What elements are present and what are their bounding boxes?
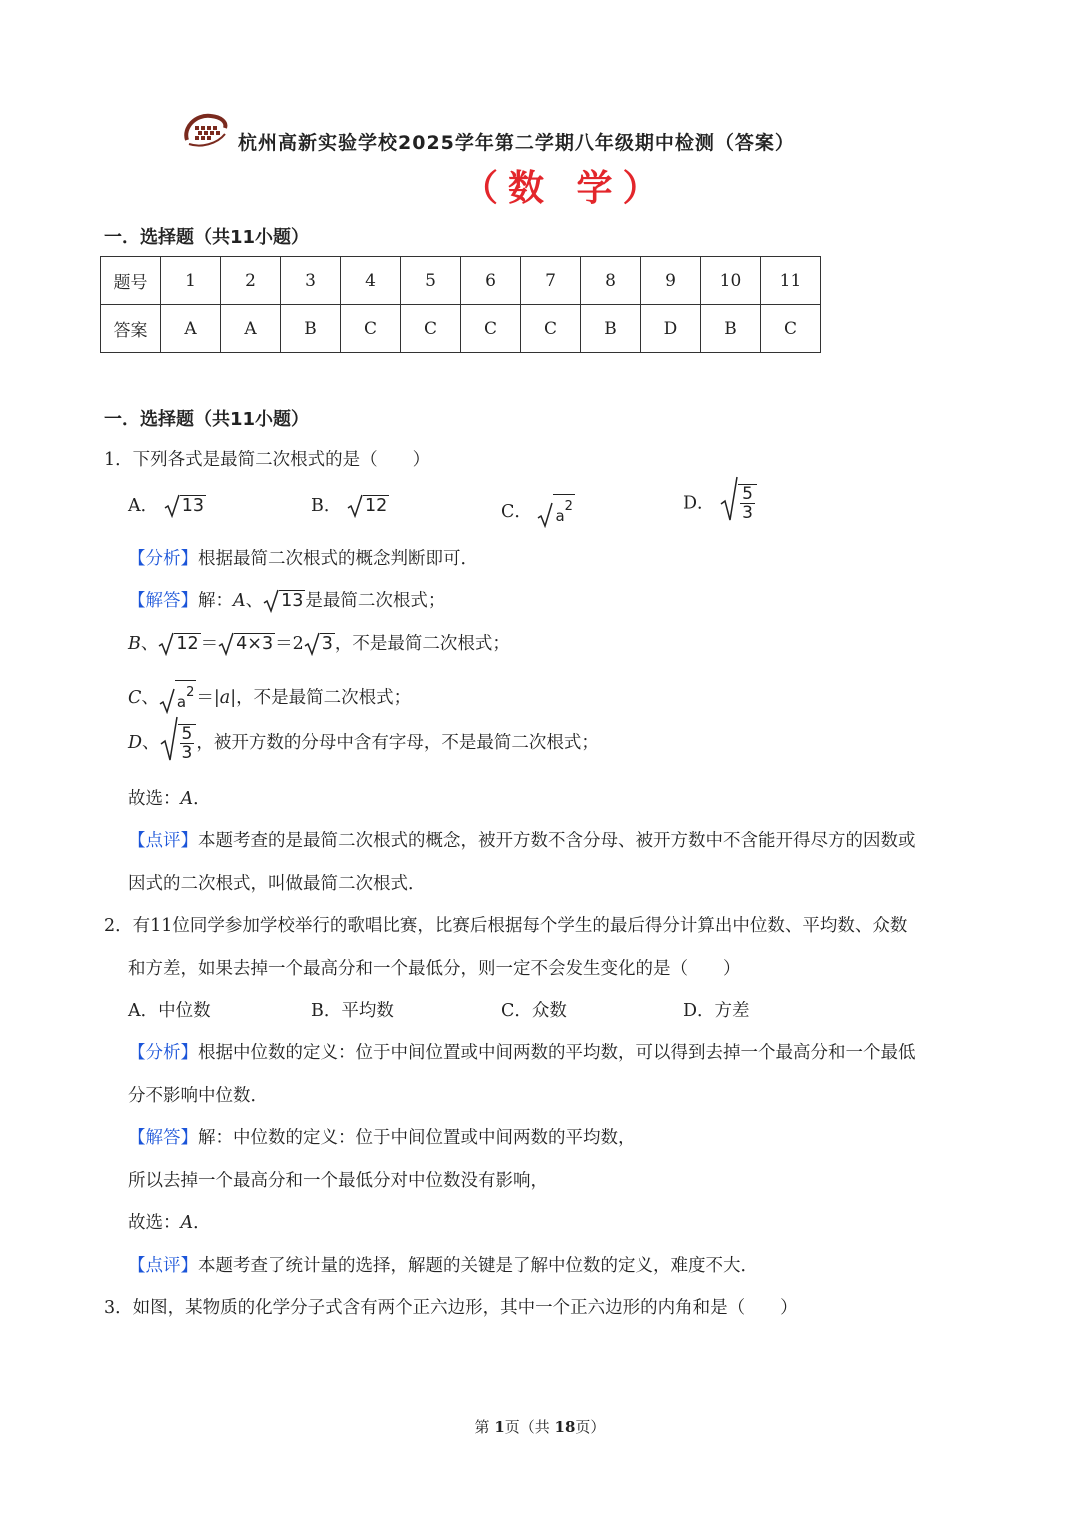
section-title-questions: 一．选择题（共11小题） — [104, 409, 310, 430]
option-label: A． — [128, 496, 159, 516]
sqrt-expression — [158, 632, 200, 656]
analysis-tag: 【分析】 — [128, 1043, 198, 1063]
choose-answer: A — [180, 1213, 194, 1233]
choose-label: 故选： — [128, 1213, 181, 1233]
q1-answer-b — [128, 632, 510, 656]
answer-tag: 【解答】 — [128, 591, 198, 611]
comment-text: 本题考查的是最简二次根式的概念，被开方数不含分母、被开方数中不含能开得尽方的因数或 — [198, 831, 916, 851]
table-cell: 10 — [701, 257, 761, 305]
radicand: a — [555, 506, 565, 525]
separator: 、 — [140, 634, 159, 654]
separator: 、 — [141, 687, 159, 708]
page-number: 1 — [494, 1418, 505, 1436]
question-2-stem: 2．有11位同学参加学校举行的歌唱比赛，比赛后根据每个学生的最后得分计算出中位数、平均数、众数 — [104, 916, 908, 936]
denominator: 3 — [181, 743, 193, 763]
table-cell: 4 — [341, 257, 401, 305]
q1-answer-d — [128, 724, 599, 762]
table-cell: C — [761, 305, 821, 353]
table-cell: 2 — [221, 257, 281, 305]
table-cell: 9 — [641, 257, 701, 305]
denominator: 3 — [742, 503, 753, 523]
school-logo — [181, 110, 229, 150]
sqrt-expression — [304, 632, 335, 656]
question-3-stem: 3．如图，某物质的化学分子式含有两个正六边形，其中一个正六边形的内角和是（ ） — [104, 1298, 798, 1318]
table-cell: 8 — [581, 257, 641, 305]
table-cell: 6 — [461, 257, 521, 305]
sqrt-expression — [720, 484, 757, 522]
table-cell: 答案 — [101, 305, 161, 353]
equals: ＝2 — [275, 634, 304, 654]
question-2-stem-cont: 和方差，如果去掉一个最高分和一个最低分，则一定不会发生变化的是（ ） — [128, 959, 741, 979]
q2-option-b: B．平均数 — [311, 1001, 394, 1021]
numerator: 5 — [742, 484, 753, 504]
table-cell: B — [701, 305, 761, 353]
period: ． — [193, 1213, 211, 1233]
q2-choose — [128, 1211, 211, 1235]
table-cell: 题号 — [101, 257, 161, 305]
radicand: 12 — [364, 496, 388, 516]
q1-option-c — [501, 494, 575, 528]
q1-comment-cont: 因式的二次根式，叫做最简二次根式． — [128, 874, 426, 894]
table-row-answers — [101, 305, 821, 353]
exponent: 2 — [564, 499, 573, 514]
option-label: D． — [683, 493, 715, 514]
sqrt-expression — [160, 724, 197, 762]
numerator: 5 — [181, 724, 193, 744]
footer-text: 页（共 — [504, 1418, 555, 1436]
footer-text: 第 — [474, 1418, 495, 1436]
q2-comment — [128, 1254, 758, 1278]
table-cell: A — [161, 305, 221, 353]
q2-answer-cont: 所以去掉一个最高分和一个最低分对中位数没有影响， — [128, 1171, 548, 1191]
table-cell: 7 — [521, 257, 581, 305]
q1-option-d — [683, 484, 757, 522]
math-var: a — [219, 687, 231, 708]
table-cell: C — [521, 305, 581, 353]
footer-text: 页） — [575, 1418, 606, 1436]
answer-text: 是最简二次根式； — [305, 591, 446, 611]
answer-text: ，不是最简二次根式； — [334, 634, 510, 654]
answer-text: |，不是最简二次根式； — [230, 687, 412, 708]
radicand: 3 — [321, 634, 333, 654]
sqrt-expression — [347, 494, 389, 518]
period: ． — [193, 789, 211, 809]
separator: 、 — [142, 733, 160, 753]
sqrt-expression — [263, 589, 305, 613]
radicand: 13 — [181, 496, 204, 516]
page-footer — [0, 1416, 1080, 1437]
math-var: D — [128, 733, 143, 753]
table-cell: C — [461, 305, 521, 353]
table-cell: D — [641, 305, 701, 353]
option-label: B． — [311, 496, 342, 516]
page-title: 杭州高新实验学校2025学年第二学期八年级期中检测（答案） — [238, 132, 795, 154]
answer-tag: 【解答】 — [128, 1128, 198, 1148]
question-1-stem: 1．下列各式是最简二次根式的是（ ） — [104, 450, 431, 470]
radicand: 4×3 — [236, 634, 274, 654]
table-cell: 1 — [161, 257, 221, 305]
q1-answer-c — [128, 680, 411, 714]
subject-title: （数 学） — [462, 168, 669, 209]
sqrt-expression — [159, 680, 196, 714]
sqrt-expression — [164, 494, 206, 518]
comment-text: 本题考查了统计量的选择，解题的关键是了解中位数的定义，难度不大． — [198, 1256, 758, 1276]
separator: 、 — [245, 591, 264, 611]
sqrt-expression — [218, 632, 275, 656]
answer-table — [100, 256, 821, 353]
math-var: A — [233, 591, 246, 611]
q2-analysis-cont: 分不影响中位数． — [128, 1086, 268, 1106]
q1-option-a — [128, 494, 206, 518]
section-title-answers: 一．选择题（共11小题） — [104, 227, 310, 248]
answer-text: 解：中位数的定义：位于中间位置或中间两数的平均数， — [198, 1128, 636, 1148]
exponent: 2 — [186, 685, 195, 700]
radicand: a — [176, 692, 187, 711]
table-cell: B — [281, 305, 341, 353]
comment-tag: 【点评】 — [128, 1256, 198, 1276]
equals: ＝| — [196, 687, 220, 708]
q1-option-b — [311, 494, 389, 518]
radicand: 12 — [176, 634, 199, 654]
table-cell: C — [401, 305, 461, 353]
q1-analysis — [128, 547, 478, 571]
table-cell: C — [341, 305, 401, 353]
choose-answer: A — [180, 789, 194, 809]
q1-comment — [128, 829, 916, 853]
q2-option-a: A．中位数 — [128, 1001, 211, 1021]
table-cell: A — [221, 305, 281, 353]
q2-option-d: D．方差 — [683, 1001, 750, 1021]
choose-label: 故选： — [128, 789, 181, 809]
sqrt-expression — [537, 494, 574, 528]
comment-tag: 【点评】 — [128, 831, 198, 851]
total-pages: 18 — [554, 1418, 576, 1436]
table-cell: 3 — [281, 257, 341, 305]
math-var: C — [128, 687, 142, 708]
q1-answer-a — [128, 589, 445, 613]
table-cell: 11 — [761, 257, 821, 305]
q1-choose — [128, 787, 211, 811]
analysis-tag: 【分析】 — [128, 549, 198, 569]
analysis-text: 根据最简二次根式的概念判断即可． — [198, 549, 478, 569]
equals: ＝ — [200, 634, 219, 654]
q2-option-c: C．众数 — [501, 1001, 567, 1021]
table-row-numbers — [101, 257, 821, 305]
q2-analysis — [128, 1041, 916, 1065]
math-var: B — [128, 634, 141, 654]
radicand: 13 — [281, 591, 304, 611]
answer-text: 解： — [198, 591, 233, 611]
q2-answer — [128, 1126, 636, 1150]
table-cell: 5 — [401, 257, 461, 305]
option-label: C． — [501, 501, 532, 522]
table-cell: B — [581, 305, 641, 353]
analysis-text: 根据中位数的定义：位于中间位置或中间两数的平均数，可以得到去掉一个最高分和一个最低 — [198, 1043, 916, 1063]
answer-text: ，被开方数的分母中含有字母，不是最简二次根式； — [196, 733, 599, 753]
